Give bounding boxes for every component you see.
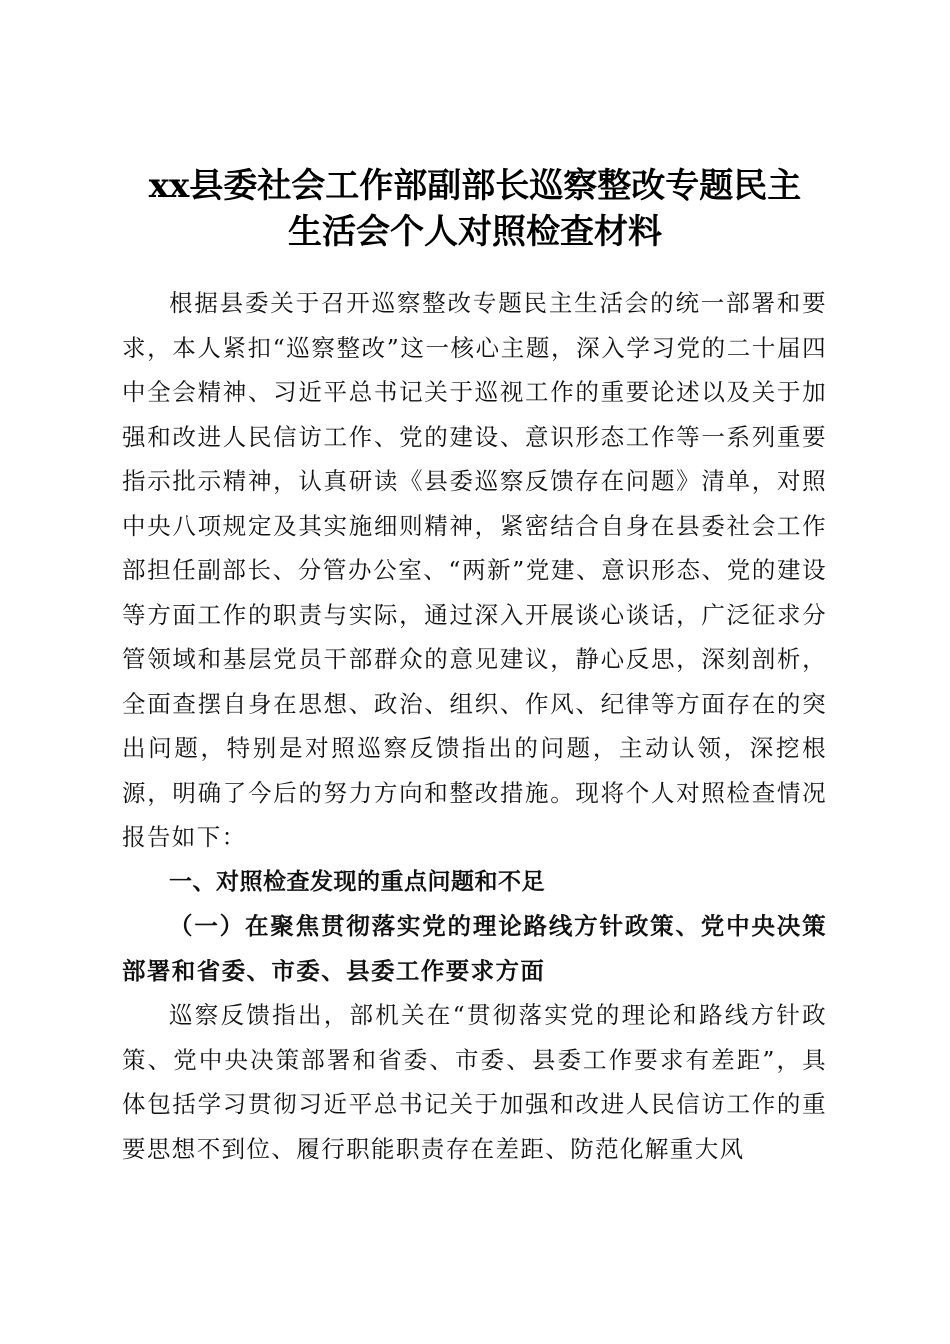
subsection-paragraph-1: 巡察反馈指出，部机关在“贯彻落实党的理论和路线方针政策、党中央决策部署和省委、市委、县委工作要求有差距”，具体包括学习贯彻习近平总书记关于加强和改进人民信访工作的重要思想不到位、履行职能职责存在差距、防范化解重大风 xyxy=(122,1001,827,1163)
title-line-2: 生活会个人对照检查材料 xyxy=(288,211,662,252)
document-title xyxy=(100,163,850,255)
section-heading-1: 一、对照检查发现的重点问题和不足 xyxy=(169,868,545,895)
title-line-1: xx县委社会工作部副部长巡察整改专题民主 xyxy=(148,165,802,206)
subsection-heading-1: （一）在聚焦贯彻落实党的理论路线方针政策、党中央决策部署和省委、市委、县委工作要求方面 xyxy=(122,912,827,985)
document-body xyxy=(122,281,827,1171)
intro-paragraph: 根据县委关于召开巡察整改专题民主生活会的统一部署和要求，本人紧扣“巡察整改”这一核心主题，深入学习党的二十届四中全会精神、习近平总书记关于巡视工作的重要论述以及关于加强和改进人民信访工作、党的建设、意识形态工作等一系列重要指示批示精神，认真研读《县委巡察反馈存在问题》清单，对照中央八项规定及其实施细则精神，紧密结合自身在县委社会工作部担任副部长、分管办公室、“两新”党建、意识形态、党的建设等方面工作的职责与实际，通过深入开展谈心谈话，广泛征求分管领域和基层党员干部群众的意见建议，静心反思，深刻剖析，全面查摆自身在思想、政治、组织、作风、纪律等方面存在的突出问题，特别是对照巡察反馈指出的问题，主动认领，深挖根源，明确了今后的努力方向和整改措施。现将个人对照检查情况报告如下： xyxy=(122,289,827,851)
